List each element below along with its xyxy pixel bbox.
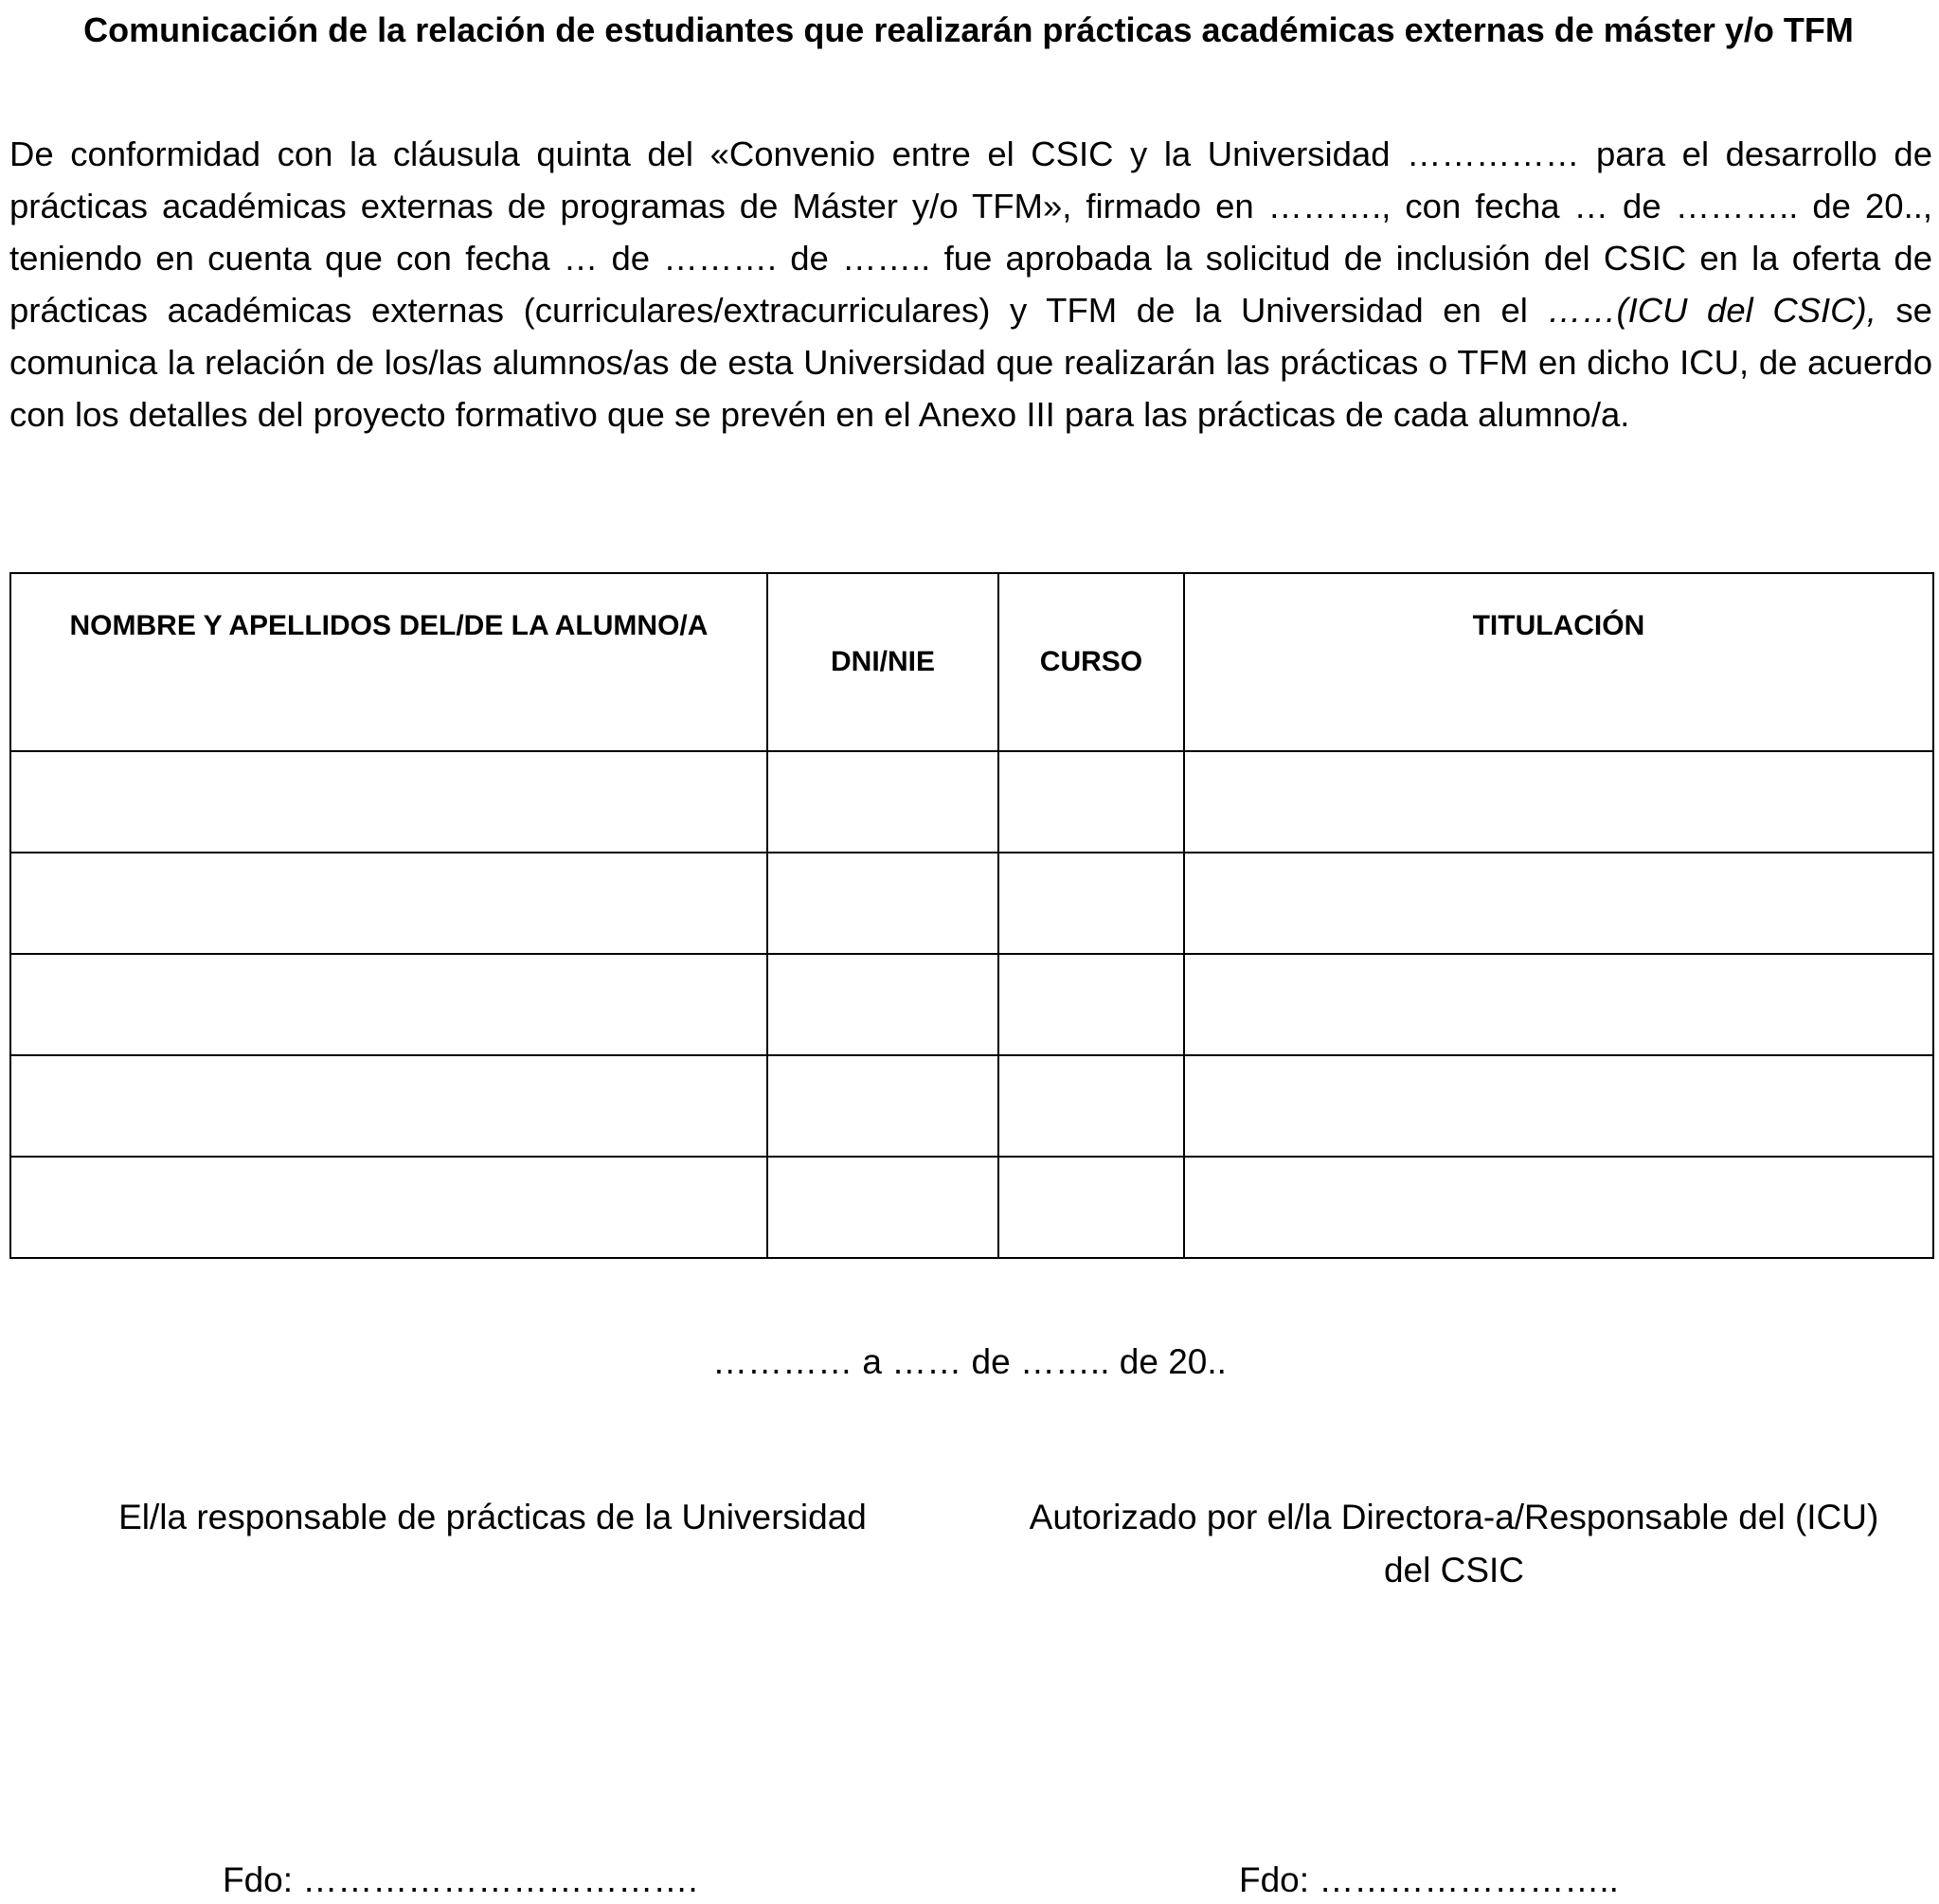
intro-italic-icu: ……(ICU del CSIC), <box>1547 291 1876 330</box>
cell-name[interactable] <box>10 751 767 853</box>
document-title: Comunicación de la relación de estudiantes que realizarán prácticas académicas externas de máster y/o TFM <box>83 10 1854 49</box>
cell-name[interactable] <box>10 1055 767 1157</box>
cell-name[interactable] <box>10 954 767 1055</box>
cell-curso[interactable] <box>998 1157 1184 1258</box>
intro-text-part2: se comunica la relación de los/las alumnos/as de esta Universidad que realizarán las prácticas o TFM en dicho ICU, de acuerdo con los detalles del proyecto formativo que se prevén en el Anexo III para las prácticas de cada alumno/a. <box>9 291 1932 434</box>
table-header-row <box>10 573 1933 751</box>
cell-curso[interactable] <box>998 751 1184 853</box>
header-dni-nie: DNI/NIE <box>767 573 998 751</box>
table-body <box>10 751 1933 1258</box>
cell-name[interactable] <box>10 853 767 954</box>
table-row <box>10 853 1933 954</box>
table-row <box>10 954 1933 1055</box>
cell-dni[interactable] <box>767 1157 998 1258</box>
cell-curso[interactable] <box>998 853 1184 954</box>
intro-text-part1: De conformidad con la cláusula quinta del «Convenio entre el CSIC y la Universidad …………… para el desarrollo de prácticas académicas externas de programas de Máster y/o TFM», firmado en ………., con fecha … de ……….. de 20.., teniendo en cuenta que con fecha … de ………. de …….. fue aprobada la solicitud de inclusión del CSIC en la oferta de prácticas académicas externas (curriculares/extracurriculares) y TFM de la Universidad en el <box>9 135 1932 330</box>
header-student-name: NOMBRE Y APELLIDOS DEL/DE LA ALUMNO/A <box>10 573 767 751</box>
cell-titulacion[interactable] <box>1184 1157 1933 1258</box>
cell-name[interactable] <box>10 1157 767 1258</box>
header-titulacion: TITULACIÓN <box>1184 573 1933 751</box>
cell-curso[interactable] <box>998 1055 1184 1157</box>
signature-fdo-university: Fdo: ……………………………. <box>223 1860 698 1899</box>
cell-titulacion[interactable] <box>1184 853 1933 954</box>
intro-paragraph <box>9 128 1932 440</box>
table-row <box>10 751 1933 853</box>
header-curso: CURSO <box>998 573 1184 751</box>
cell-curso[interactable] <box>998 954 1184 1055</box>
cell-dni[interactable] <box>767 954 998 1055</box>
table-row <box>10 1055 1933 1157</box>
signature-label-director: Autorizado por el/la Directora-a/Responsable del (ICU) del CSIC <box>1029 1498 1879 1590</box>
cell-titulacion[interactable] <box>1184 751 1933 853</box>
cell-titulacion[interactable] <box>1184 954 1933 1055</box>
cell-titulacion[interactable] <box>1184 1055 1933 1157</box>
cell-dni[interactable] <box>767 751 998 853</box>
cell-dni[interactable] <box>767 853 998 954</box>
place-date-line: ………… a …… de …….. de 20.. <box>712 1342 1227 1381</box>
students-table <box>9 572 1934 1259</box>
signature-fdo-director: Fdo: …………………….. <box>1239 1860 1619 1899</box>
table-row <box>10 1157 1933 1258</box>
cell-dni[interactable] <box>767 1055 998 1157</box>
signature-label-university: El/la responsable de prácticas de la Universidad <box>118 1498 867 1536</box>
